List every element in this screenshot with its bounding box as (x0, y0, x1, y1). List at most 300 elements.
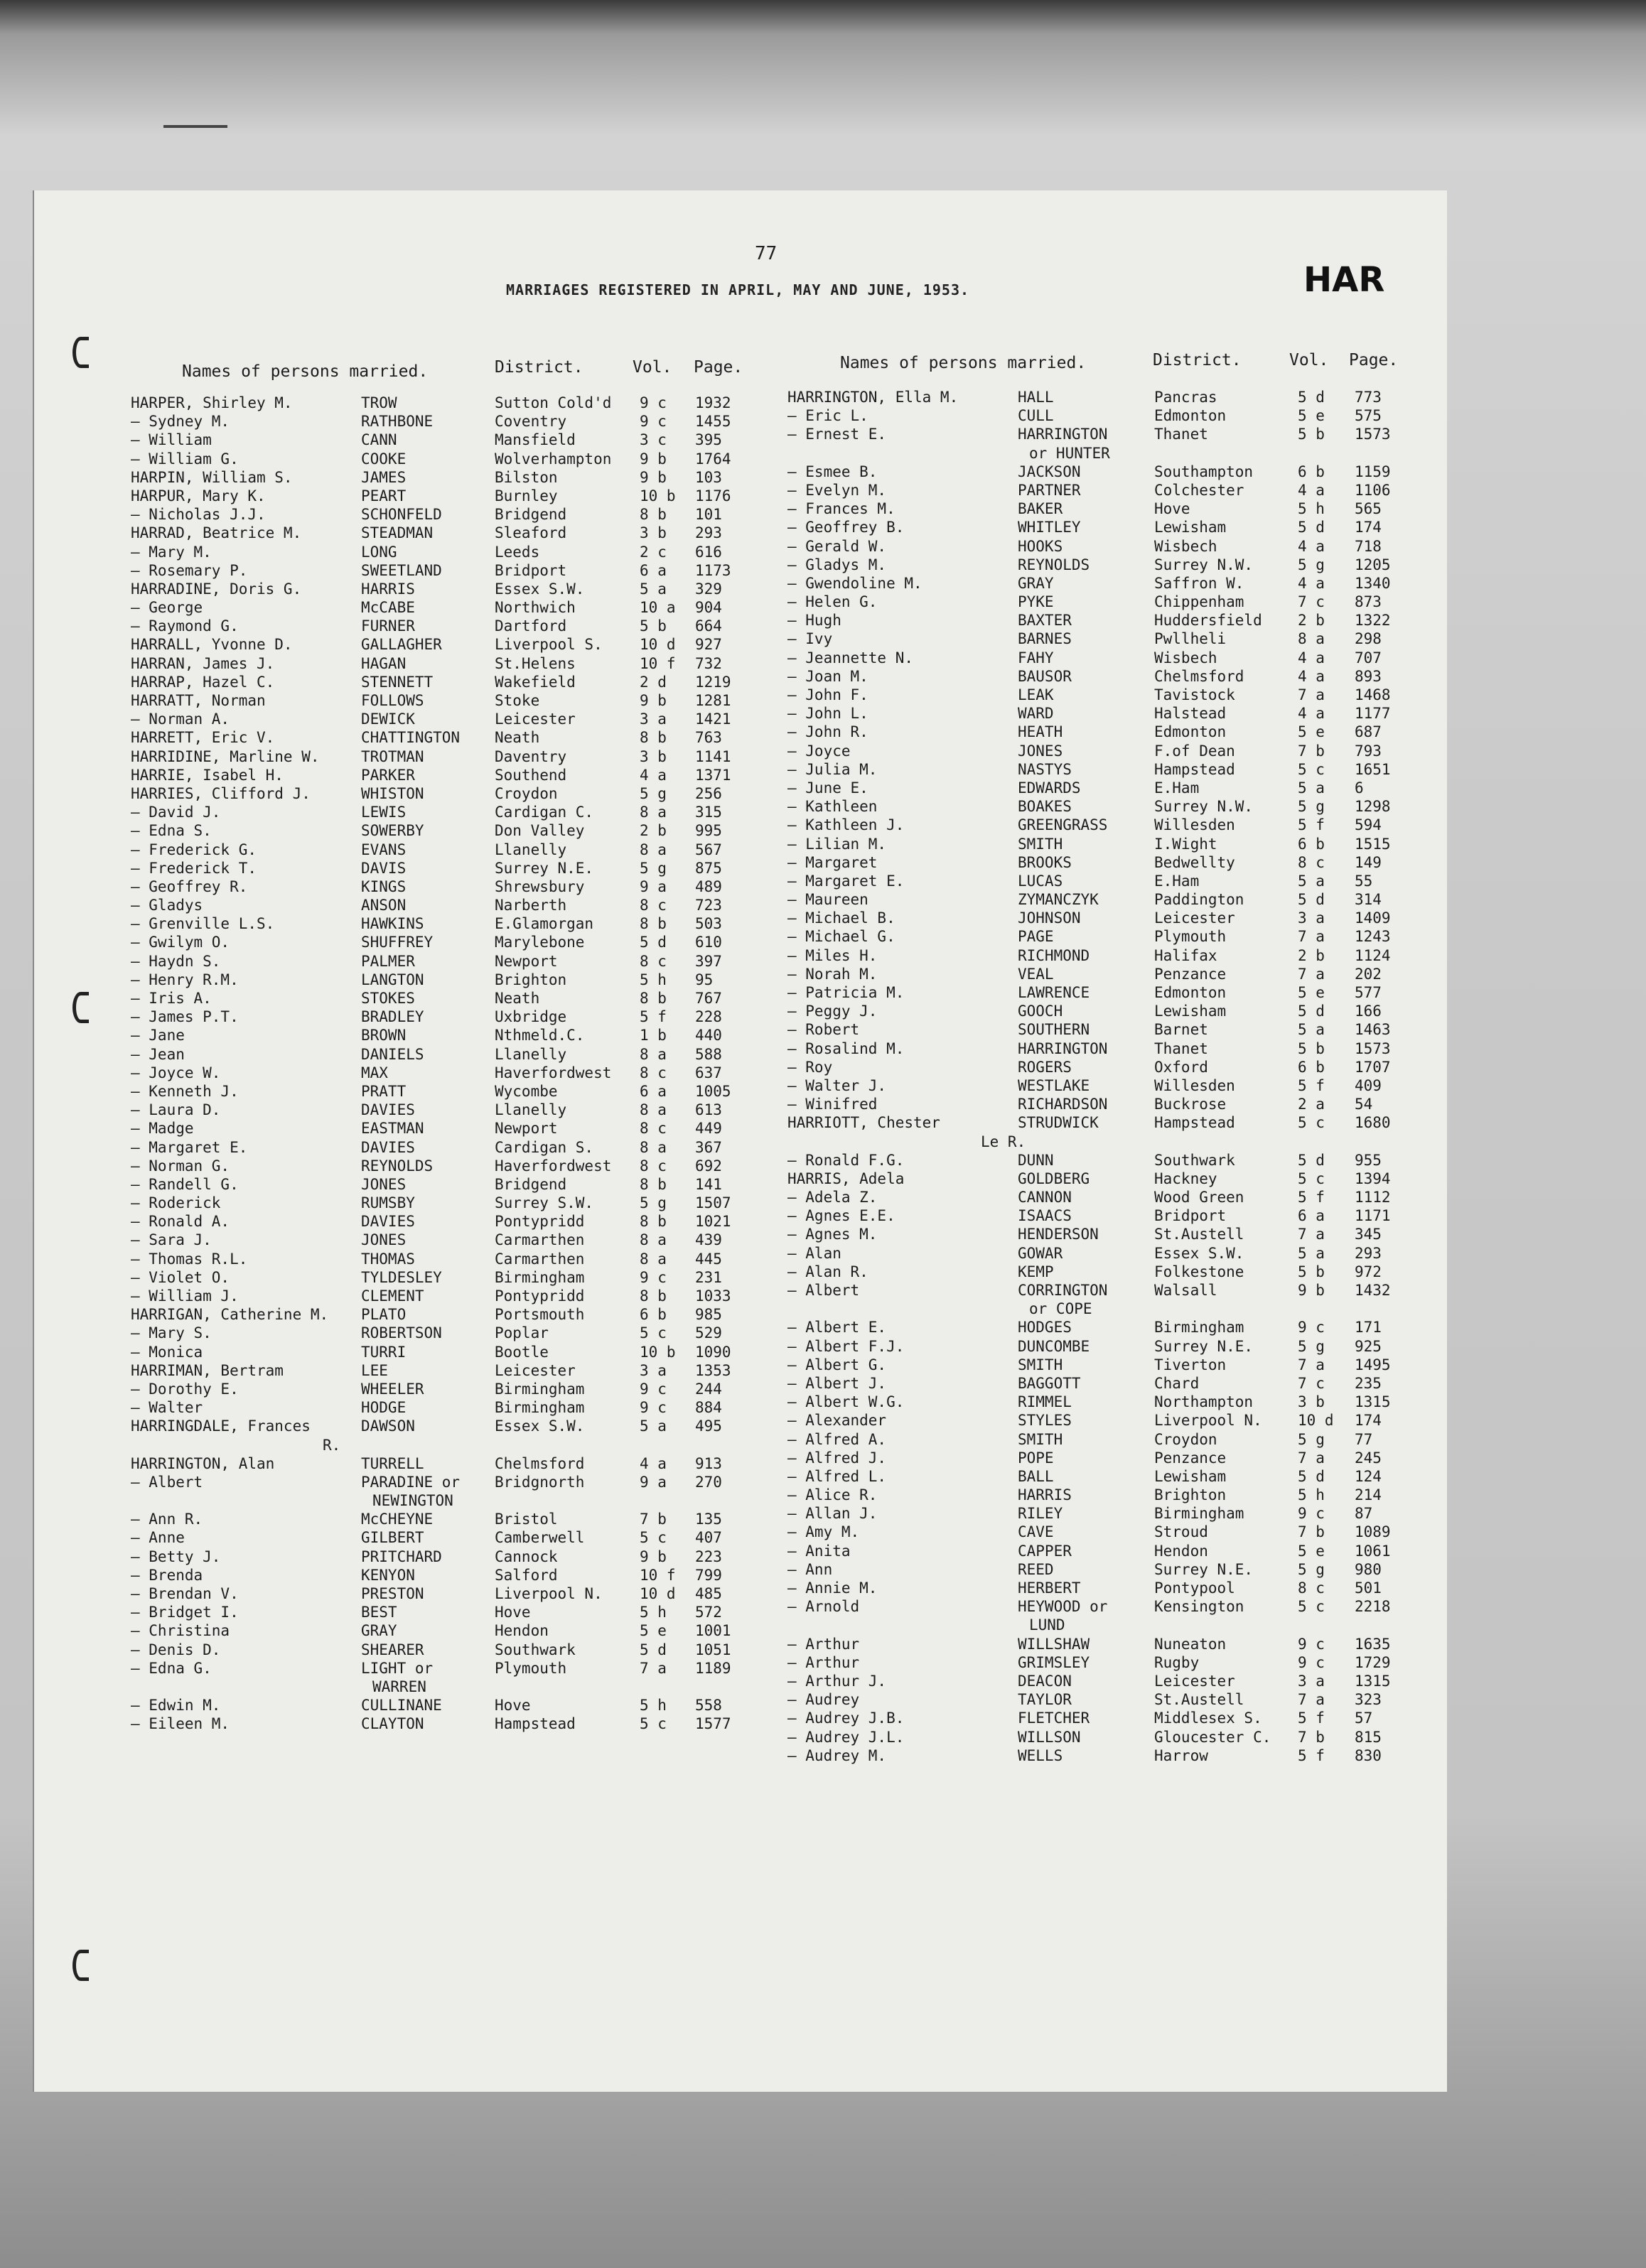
entry-spouse: HAWKINS (361, 915, 424, 933)
entry-page: 1219 (695, 673, 731, 691)
entry-vol: 2 a (1298, 1096, 1325, 1113)
entry-page: 1141 (695, 747, 731, 765)
page-title: MARRIAGES REGISTERED IN APRIL, MAY AND JUNE, 1953. (506, 281, 970, 298)
entry-page: 1409 (1355, 909, 1391, 927)
entry-district: Surrey N.W. (1154, 556, 1254, 573)
entry-name: HARRETT, Eric V. (131, 729, 275, 747)
entry-vol: 2 b (640, 822, 667, 840)
entry-page: 1171 (1355, 1207, 1391, 1225)
entry-name: — Frances M. (787, 500, 895, 518)
entry-spouse: HAGAN (361, 654, 407, 672)
entry-name: HARRAN, James J. (131, 654, 275, 672)
entry-spouse: CULLINANE (361, 1697, 442, 1714)
entry-page: 202 (1355, 965, 1382, 983)
entry-district: Coventry (495, 413, 567, 431)
entry-name: — Monica (131, 1343, 203, 1361)
entry-name: — Eric L. (787, 407, 868, 425)
entry-district: Leicester (1154, 909, 1235, 927)
entry-page: 1124 (1355, 946, 1391, 964)
entry-vol: 9 c (640, 413, 667, 431)
entry-vol: 7 a (640, 1659, 667, 1677)
entry-vol: 4 a (640, 1454, 667, 1472)
entry-name: — Brenda (131, 1566, 203, 1584)
entry-spouse: SHEARER (361, 1641, 424, 1658)
entry-spouse-continuation: WARREN (372, 1678, 426, 1695)
entry-page: 572 (695, 1604, 722, 1621)
entry-district: Penzance (1154, 1449, 1227, 1467)
entry-spouse: DAVIES (361, 1101, 415, 1119)
entry-vol: 10 f (640, 654, 676, 672)
entry-vol: 5 d (640, 934, 667, 951)
entry-vol: 5 d (1298, 519, 1325, 536)
entry-vol: 5 g (640, 1194, 667, 1212)
entry-vol: 5 b (640, 617, 667, 635)
entry-name: — Geoffrey R. (131, 878, 248, 895)
entry-page: 1707 (1355, 1058, 1391, 1076)
entry-page: 707 (1355, 649, 1382, 666)
entry-page: 1281 (695, 692, 731, 709)
entry-name: — Audrey J.B. (787, 1710, 905, 1727)
entry-vol: 6 b (1298, 835, 1325, 853)
entry-spouse: ROGERS (1018, 1058, 1072, 1076)
entry-name: — James P.T. (131, 1008, 239, 1026)
entry-name: — Dorothy E. (131, 1380, 239, 1398)
entry-vol: 7 a (1298, 1356, 1325, 1373)
header-page-right: Page. (1349, 351, 1399, 369)
entry-name: — Ernest E. (787, 426, 887, 443)
entry-page: 1176 (695, 487, 731, 504)
entry-page: 875 (695, 859, 722, 877)
entry-spouse: SMITH (1018, 1356, 1063, 1373)
entry-page: 995 (695, 822, 722, 840)
entry-vol: 9 c (640, 394, 667, 411)
entry-page: 223 (695, 1548, 722, 1565)
entry-name: — Christina (131, 1622, 230, 1640)
entry-page: 6 (1355, 779, 1364, 796)
entry-vol: 7 a (1298, 686, 1325, 703)
entry-district: Huddersfield (1154, 612, 1262, 630)
entry-vol: 7 a (1298, 1449, 1325, 1467)
entry-name: — Patricia M. (787, 984, 905, 1001)
entry-name: — Margaret E. (131, 1138, 248, 1156)
entry-page: 449 (695, 1120, 722, 1138)
entry-page: 1729 (1355, 1653, 1391, 1671)
entry-page: 314 (1355, 891, 1382, 909)
entry-spouse: TAYLOR (1018, 1691, 1072, 1709)
entry-page: 575 (1355, 407, 1382, 425)
entry-name: — Arthur (787, 1635, 860, 1653)
entry-spouse: WHEELER (361, 1380, 424, 1398)
entry-vol: 7 c (1298, 1374, 1325, 1392)
entry-district: Pwllheli (1154, 630, 1227, 648)
entry-district: Leicester (495, 1361, 576, 1379)
header-names: Names of persons married. (182, 362, 429, 381)
entry-district: Pontypridd (495, 1287, 585, 1305)
entry-name: — Robert (787, 1021, 860, 1039)
entry-spouse: HEYWOOD or (1018, 1598, 1108, 1616)
entry-name: — Annie M. (787, 1580, 878, 1597)
entry-vol: 3 a (1298, 1672, 1325, 1690)
entry-district: Poplar (495, 1324, 549, 1342)
entry-spouse: DAWSON (361, 1418, 415, 1435)
entry-spouse: DAVIS (361, 859, 407, 877)
entry-name: — Grenville L.S. (131, 915, 275, 933)
entry-vol: 8 a (640, 1045, 667, 1063)
entry-page: 1635 (1355, 1635, 1391, 1653)
entry-vol: 9 c (640, 1399, 667, 1417)
entry-spouse: FURNER (361, 617, 415, 635)
entry-page: 270 (695, 1473, 722, 1491)
entry-name: — Walter J. (787, 1076, 887, 1094)
entry-name: HARRINGTON, Ella M. (787, 389, 959, 406)
entry-vol: 9 b (640, 450, 667, 468)
entry-district: Hampstead (1154, 760, 1235, 778)
entry-page: 231 (695, 1268, 722, 1286)
entry-spouse: FAHY (1018, 649, 1054, 666)
entry-vol: 2 b (1298, 612, 1325, 630)
entry-district: Middlesex S. (1154, 1710, 1262, 1727)
entry-name: — Rosemary P. (131, 561, 248, 579)
entry-district: Chelmsford (1154, 667, 1244, 685)
entry-spouse: SMITH (1018, 835, 1063, 853)
entry-district: Salford (495, 1566, 558, 1584)
entry-name: — Walter (131, 1399, 203, 1417)
entry-name: HARRALL, Yvonne D. (131, 636, 293, 654)
entry-name: HARRIMAN, Bertram (131, 1361, 284, 1379)
entry-vol: 8 a (640, 804, 667, 821)
entry-spouse: JACKSON (1018, 463, 1081, 480)
entry-name: HARRAP, Hazel C. (131, 673, 275, 691)
entry-district: Thanet (1154, 1040, 1208, 1057)
punch-hole-icon (72, 337, 89, 368)
entry-district: Cardigan S. (495, 1138, 594, 1156)
entry-district: Southwark (1154, 1151, 1235, 1169)
entry-name-continuation: R. (323, 1436, 341, 1454)
entry-page: 1090 (695, 1343, 731, 1361)
entry-name: — Alfred A. (787, 1430, 887, 1448)
entry-vol: 6 a (1298, 1207, 1325, 1225)
entry-name: — Jane (131, 1027, 185, 1044)
entry-name: — Albert J. (787, 1374, 887, 1392)
entry-spouse: HARRIS (1018, 1486, 1072, 1504)
entry-district: Cardigan C. (495, 804, 594, 821)
entry-name: — Rosalind M. (787, 1040, 905, 1057)
entry-spouse: BAGGOTT (1018, 1374, 1081, 1392)
entry-spouse: WHISTON (361, 784, 424, 802)
entry-spouse: DEACON (1018, 1672, 1072, 1690)
entry-name: — Gladys (131, 897, 203, 914)
entry-vol: 5 h (1298, 1486, 1325, 1504)
entry-spouse: CAPPER (1018, 1542, 1072, 1560)
entry-page: 298 (1355, 630, 1382, 648)
entry-district: Bridport (1154, 1207, 1227, 1225)
entry-spouse: SMITH (1018, 1430, 1063, 1448)
entry-vol: 5 b (1298, 1040, 1325, 1057)
entry-spouse: BROOKS (1018, 853, 1072, 871)
entry-vol: 8 c (1298, 853, 1325, 871)
entry-district: Edmonton (1154, 984, 1227, 1001)
entry-district: Surrey N.E. (495, 859, 594, 877)
entry-spouse: TURRELL (361, 1454, 424, 1472)
entry-spouse: RATHBONE (361, 413, 434, 431)
entry-spouse: PALMER (361, 952, 415, 970)
entry-vol: 5 g (1298, 1337, 1325, 1355)
entry-district: St.Austell (1154, 1226, 1244, 1243)
entry-spouse: REED (1018, 1560, 1054, 1578)
entry-name: — Nicholas J.J. (131, 506, 266, 524)
entry-name: — Ann R. (131, 1511, 203, 1528)
entry-vol: 9 b (640, 1548, 667, 1565)
entry-district: Leeds (495, 543, 540, 561)
entry-page: 1421 (695, 711, 731, 728)
entry-spouse: LIGHT or (361, 1659, 434, 1677)
entry-spouse: GILBERT (361, 1529, 424, 1547)
entry-spouse: HODGES (1018, 1319, 1072, 1336)
entry-spouse: REYNOLDS (361, 1157, 434, 1174)
entry-district: Colchester (1154, 481, 1244, 499)
entry-name: — Edwin M. (131, 1697, 221, 1714)
entry-page: 124 (1355, 1467, 1382, 1485)
entry-district: Tiverton (1154, 1356, 1227, 1373)
entry-vol: 9 c (1298, 1635, 1325, 1653)
entry-vol: 4 a (1298, 667, 1325, 685)
entry-name: — Laura D. (131, 1101, 221, 1119)
entry-spouse: WARD (1018, 705, 1054, 723)
entry-page: 904 (695, 599, 722, 617)
entry-page: 1033 (695, 1287, 731, 1305)
entry-vol: 8 b (640, 506, 667, 524)
entry-spouse: JAMES (361, 468, 407, 486)
entry-district: Haverfordwest (495, 1157, 612, 1174)
entry-spouse: DUNN (1018, 1151, 1054, 1169)
entry-name: — Margaret (787, 853, 878, 871)
entry-vol: 8 c (640, 1064, 667, 1081)
entry-district: Tavistock (1154, 686, 1235, 703)
entry-vol: 8 a (640, 1101, 667, 1119)
entry-district: Lewisham (1154, 1003, 1227, 1020)
entry-district: Hove (495, 1697, 531, 1714)
entry-page: 174 (1355, 519, 1382, 536)
entry-spouse: RUMSBY (361, 1194, 415, 1212)
entry-district: Bootle (495, 1343, 549, 1361)
entry-spouse: DAVIES (361, 1138, 415, 1156)
entry-spouse: HODGE (361, 1399, 407, 1417)
entry-vol: 5 a (1298, 872, 1325, 890)
entry-name: — Arthur (787, 1653, 860, 1671)
entry-district: Lewisham (1154, 519, 1227, 536)
entry-district: Bridgend (495, 1175, 567, 1193)
entry-name: — Ronald A. (131, 1213, 230, 1231)
entry-district: Narberth (495, 897, 567, 914)
entry-spouse: TROTMAN (361, 747, 424, 765)
entry-page: 927 (695, 636, 722, 654)
entry-name: — Arnold (787, 1598, 860, 1616)
entry-spouse: JONES (361, 1175, 407, 1193)
entry-page: 214 (1355, 1486, 1382, 1504)
entry-spouse: WHITLEY (1018, 519, 1081, 536)
entry-page: 1177 (1355, 705, 1391, 723)
entry-page: 955 (1355, 1151, 1382, 1169)
entry-spouse: STYLES (1018, 1412, 1072, 1430)
entry-vol: 5 h (1298, 500, 1325, 518)
entry-name: — Alice R. (787, 1486, 878, 1504)
entry-district: Hendon (1154, 1542, 1208, 1560)
header-page: Page. (694, 358, 743, 377)
entry-page: 1189 (695, 1659, 731, 1677)
entry-name: — Alfred J. (787, 1449, 887, 1467)
entry-page: 985 (695, 1306, 722, 1324)
entry-vol: 8 c (640, 952, 667, 970)
entry-district: Dartford (495, 617, 567, 635)
entry-vol: 5 f (640, 1008, 667, 1026)
entry-name: — Kenneth J. (131, 1082, 239, 1100)
entry-name: — Albert G. (787, 1356, 887, 1373)
entry-name: — Edna G. (131, 1659, 212, 1677)
entry-spouse: BARNES (1018, 630, 1072, 648)
entry-district: Oxford (1154, 1058, 1208, 1076)
entry-spouse: JONES (361, 1231, 407, 1249)
entry-vol: 8 c (640, 897, 667, 914)
entry-name: HARRIS, Adela (787, 1170, 905, 1187)
entry-vol: 5 e (1298, 984, 1325, 1001)
entry-page: 1680 (1355, 1114, 1391, 1132)
entry-vol: 5 c (640, 1324, 667, 1342)
entry-spouse: HARRINGTON (1018, 426, 1108, 443)
entry-page: 594 (1355, 816, 1382, 834)
entry-vol: 8 b (640, 915, 667, 933)
entry-page: 567 (695, 841, 722, 858)
entry-spouse: EVANS (361, 841, 407, 858)
entry-page: 95 (695, 971, 714, 988)
entry-vol: 10 d (640, 636, 676, 654)
entry-district: Kensington (1154, 1598, 1244, 1616)
entry-vol: 5 h (640, 1697, 667, 1714)
entry-spouse: LAWRENCE (1018, 984, 1090, 1001)
entry-spouse: STOKES (361, 990, 415, 1007)
entry-vol: 8 c (640, 1157, 667, 1174)
entry-page: 1112 (1355, 1189, 1391, 1206)
entry-spouse: PYKE (1018, 593, 1054, 611)
entry-vol: 10 b (640, 487, 676, 504)
scan-mark (163, 125, 227, 128)
entry-vol: 6 b (1298, 1058, 1325, 1076)
entry-district: Bristol (495, 1511, 558, 1528)
entry-name: — Jean (131, 1045, 185, 1063)
entry-spouse: ZYMANCZYK (1018, 891, 1099, 909)
entry-district: Bridport (495, 561, 567, 579)
entry-page: 1298 (1355, 798, 1391, 816)
entry-page: 228 (695, 1008, 722, 1026)
entry-page: 763 (695, 729, 722, 747)
entry-spouse: EASTMAN (361, 1120, 424, 1138)
entry-spouse: LUCAS (1018, 872, 1063, 890)
entry-district: F.of Dean (1154, 742, 1235, 760)
entry-spouse: GOLDBERG (1018, 1170, 1090, 1187)
entry-spouse: CORRINGTON (1018, 1282, 1108, 1299)
entry-district: Halifax (1154, 946, 1217, 964)
entry-vol: 6 b (640, 1306, 667, 1324)
entry-vol: 5 b (1298, 426, 1325, 443)
entry-vol: 5 d (1298, 389, 1325, 406)
entry-name: — Ivy (787, 630, 833, 648)
entry-page: 558 (695, 1697, 722, 1714)
entry-page: 1322 (1355, 612, 1391, 630)
entry-name: — Allan J. (787, 1505, 878, 1523)
entry-vol: 8 b (640, 1213, 667, 1231)
entry-page: 101 (695, 506, 722, 524)
entry-vol: 9 c (1298, 1319, 1325, 1336)
entry-vol: 5 f (1298, 1189, 1325, 1206)
entry-page: 616 (695, 543, 722, 561)
entry-page: 1173 (695, 561, 731, 579)
entry-spouse: RICHMOND (1018, 946, 1090, 964)
entry-page: 54 (1355, 1096, 1373, 1113)
entry-district: Hampstead (495, 1715, 576, 1733)
entry-vol: 5 d (640, 1641, 667, 1658)
entry-page: 1340 (1355, 574, 1391, 592)
header-district-right: District. (1153, 351, 1242, 369)
entry-vol: 5 g (1298, 798, 1325, 816)
entry-page: 664 (695, 617, 722, 635)
entry-spouse: HEATH (1018, 723, 1063, 741)
entry-name: — Albert E. (787, 1319, 887, 1336)
entry-spouse: PRATT (361, 1082, 407, 1100)
entry-district: Bridgend (495, 506, 567, 524)
entry-district: Nuneaton (1154, 1635, 1227, 1653)
entry-page: 245 (1355, 1449, 1382, 1467)
entry-district: Barnet (1154, 1021, 1208, 1039)
entry-district: Pancras (1154, 389, 1217, 406)
header-vol-right: Vol. (1289, 351, 1329, 369)
entry-vol: 4 a (640, 766, 667, 784)
entry-district: Birmingham (1154, 1505, 1244, 1523)
entry-vol: 7 b (640, 1511, 667, 1528)
entry-vol: 10 d (1298, 1412, 1334, 1430)
entry-district: Wakefield (495, 673, 576, 691)
entry-vol: 5 a (640, 1418, 667, 1435)
entry-page: 1001 (695, 1622, 731, 1640)
entry-vol: 4 a (1298, 705, 1325, 723)
entry-name: — Albert W.G. (787, 1393, 905, 1411)
entry-spouse: CLEMENT (361, 1287, 424, 1305)
entry-page: 1455 (695, 413, 731, 431)
entry-spouse: DEWICK (361, 711, 415, 728)
entry-vol: 9 a (640, 878, 667, 895)
entry-name: HARRIE, Isabel H. (131, 766, 284, 784)
entry-page: 256 (695, 784, 722, 802)
entry-name: — Audrey (787, 1691, 860, 1709)
entry-district: Hackney (1154, 1170, 1217, 1187)
entry-name: — Gwilym O. (131, 934, 230, 951)
entry-vol: 5 g (1298, 1560, 1325, 1578)
entry-spouse: CAVE (1018, 1523, 1054, 1541)
entry-spouse: SOWERBY (361, 822, 424, 840)
entry-vol: 5 e (640, 1622, 667, 1640)
entry-page: 293 (1355, 1244, 1382, 1262)
entry-page: 732 (695, 654, 722, 672)
entry-district: Wisbech (1154, 537, 1217, 555)
entry-spouse: TROW (361, 394, 397, 411)
entry-vol: 4 a (1298, 481, 1325, 499)
entry-vol: 7 a (1298, 965, 1325, 983)
entry-page: 409 (1355, 1076, 1382, 1094)
entry-vol: 2 b (1298, 946, 1325, 964)
entry-vol: 8 a (640, 1231, 667, 1249)
entry-name: — Margaret E. (787, 872, 905, 890)
entry-page: 687 (1355, 723, 1382, 741)
entry-spouse: BALL (1018, 1467, 1054, 1485)
entry-name: — Arthur J. (787, 1672, 887, 1690)
